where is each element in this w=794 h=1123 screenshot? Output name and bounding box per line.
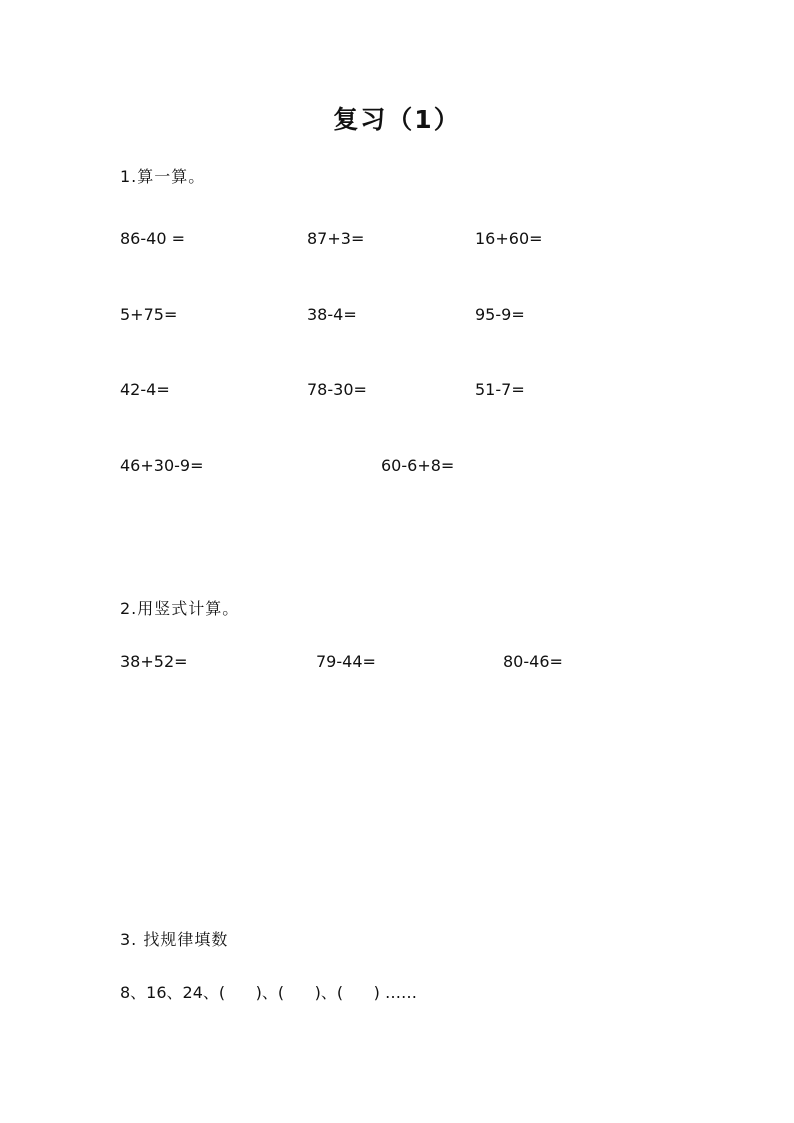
exercise-38-minus-4: 38-4= <box>307 305 357 324</box>
vertical-exercise-80-minus-46: 80-46= <box>503 652 563 671</box>
exercise-78-minus-30: 78-30= <box>307 380 367 399</box>
exercise-87-plus-3: 87+3= <box>307 229 365 248</box>
section-1-heading: 1.算一算。 <box>120 167 206 186</box>
exercise-46-plus-30-minus-9: 46+30-9= <box>120 456 204 475</box>
section-2-heading: 2.用竖式计算。 <box>120 599 240 618</box>
section-3-heading: 3. 找规律填数 <box>120 930 229 949</box>
exercise-16-plus-60: 16+60= <box>475 229 543 248</box>
exercise-86-minus-40: 86-40 = <box>120 229 185 248</box>
exercise-95-minus-9: 95-9= <box>475 305 525 324</box>
number-pattern-sequence: 8、16、24、( )、( )、( ) …… <box>120 983 417 1002</box>
exercise-51-minus-7: 51-7= <box>475 380 525 399</box>
vertical-exercise-79-minus-44: 79-44= <box>316 652 376 671</box>
vertical-exercise-38-plus-52: 38+52= <box>120 652 188 671</box>
exercise-42-minus-4: 42-4= <box>120 380 170 399</box>
exercise-60-minus-6-plus-8: 60-6+8= <box>381 456 455 475</box>
exercise-5-plus-75: 5+75= <box>120 305 178 324</box>
page-title: 复习（1） <box>333 105 461 134</box>
